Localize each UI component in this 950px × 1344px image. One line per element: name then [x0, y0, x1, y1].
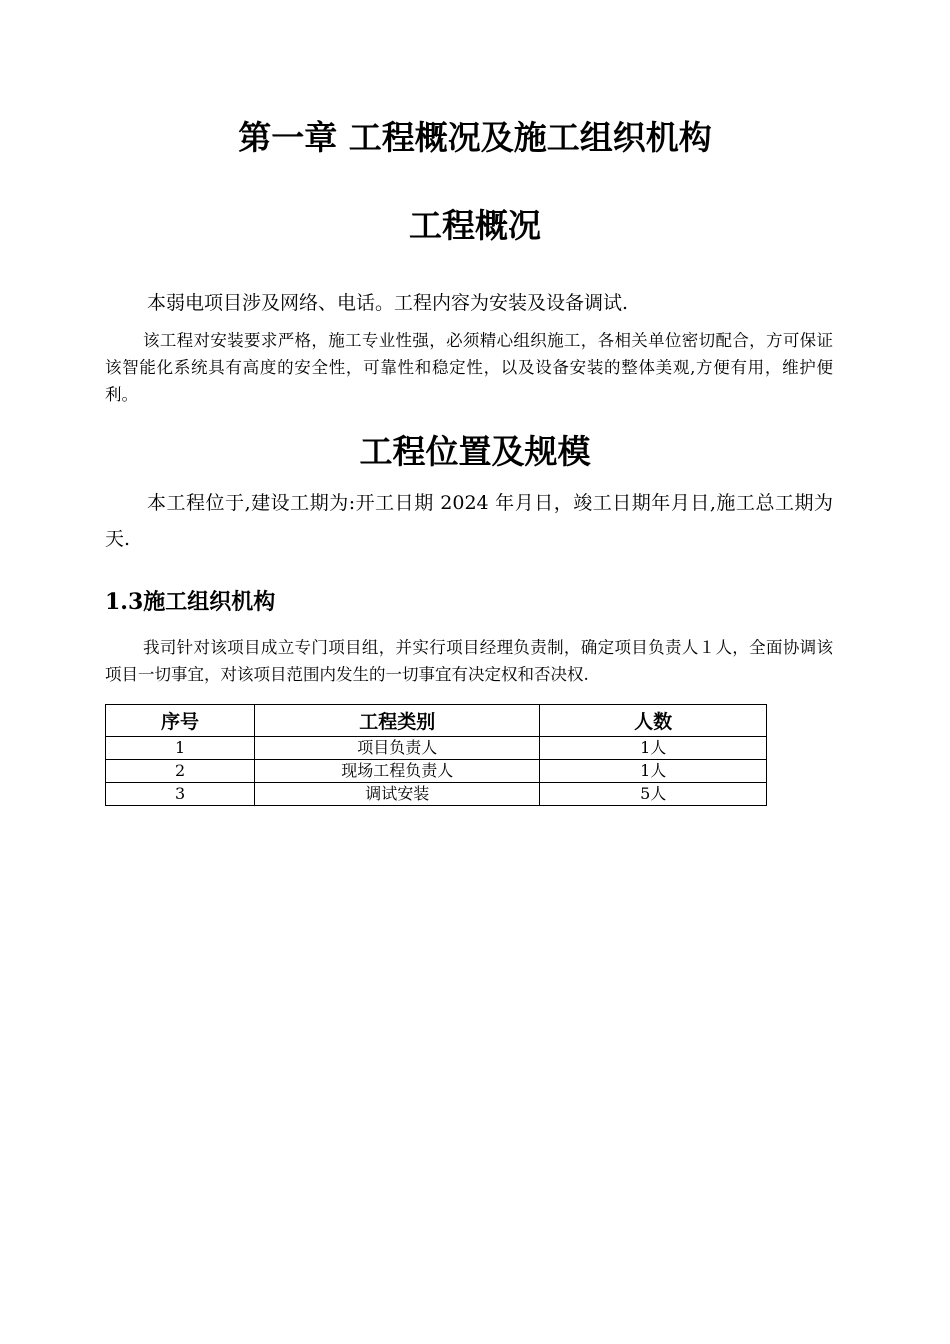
cell-category: 现场工程负责人: [255, 760, 540, 783]
cell-index: 1: [106, 737, 255, 760]
table-row: [106, 737, 767, 760]
organization-title: 1.3施工组织机构: [105, 589, 276, 615]
cell-headcount: 5人: [540, 783, 767, 806]
overview-paragraph-1: 本弱电项目涉及网络、电话。工程内容为安装及设备调试.: [147, 292, 629, 314]
cell-index: 3: [106, 783, 255, 806]
header-headcount: 人数: [540, 705, 767, 737]
overview-title: 工程概况: [409, 206, 541, 245]
table-row: [106, 783, 767, 806]
location-paragraph: 本工程位于,建设工期为:开工日期 2024 年月日，竣工日期年月日,施工总工期为天.: [105, 492, 833, 550]
cell-category: 调试安装: [255, 783, 540, 806]
organization-paragraph: 我司针对该项目成立专门项目组，并实行项目经理负责制，确定项目负责人１人，全面协调该项目一切事宜，对该项目范围内发生的一切事宜有决定权和否决权.: [105, 638, 833, 684]
cell-headcount: 1人: [540, 737, 767, 760]
cell-headcount: 1人: [540, 760, 767, 783]
staff-table: [105, 704, 767, 806]
location-title: 工程位置及规模: [359, 432, 591, 471]
chapter-title: 第一章 工程概况及施工组织机构: [238, 118, 712, 157]
header-index: 序号: [106, 705, 255, 737]
cell-category: 项目负责人: [255, 737, 540, 760]
cell-index: 2: [106, 760, 255, 783]
header-category: 工程类别: [255, 705, 540, 737]
table-header-row: [106, 705, 767, 737]
table-row: [106, 760, 767, 783]
overview-paragraph-2: 该工程对安装要求严格，施工专业性强，必须精心组织施工，各相关单位密切配合，方可保证该智能化系统具有高度的安全性，可靠性和稳定性，以及设备安装的整体美观,方便有用，维护便利。: [105, 331, 833, 404]
